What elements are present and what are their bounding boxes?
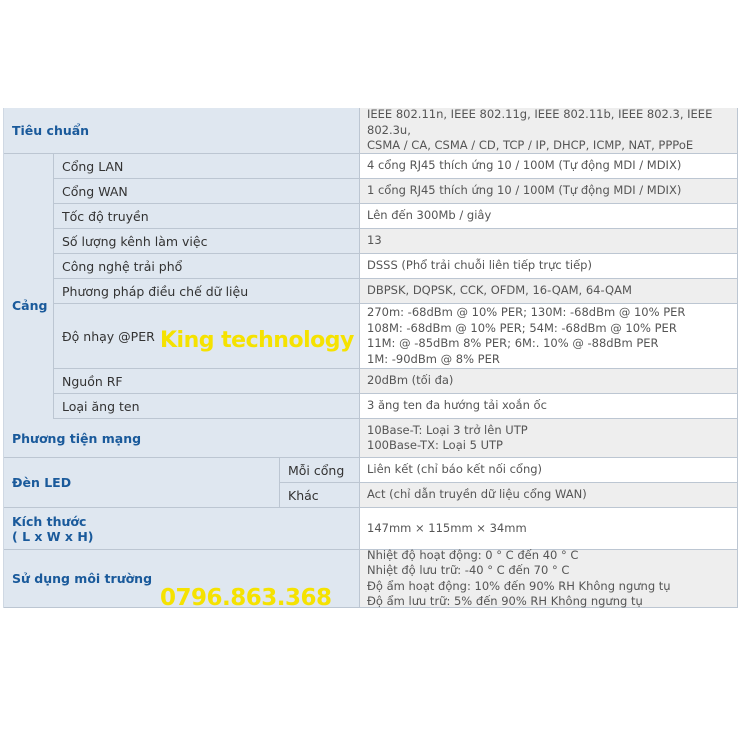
led-per-port-label: Mỗi cổng xyxy=(280,458,360,483)
spread-spectrum-label: Công nghệ trải phổ xyxy=(54,254,360,279)
sensitivity-label: Độ nhạy @PER xyxy=(54,304,360,369)
environment-label: Sử dụng môi trường xyxy=(4,550,360,608)
standard-value-line: CSMA / CA, CSMA / CD, TCP / IP, DHCP, ICMP, NAT, PPPoE xyxy=(367,138,694,153)
led-other-label: Khác xyxy=(280,483,360,508)
sensitivity-value xyxy=(360,304,738,369)
lan-port-value: 4 cổng RJ45 thích ứng 10 / 100M (Tự động MDI / MDIX) xyxy=(360,154,738,179)
sensitivity-line: 270m: -68dBm @ 10% PER; 130M: -68dBm @ 10% PER xyxy=(367,305,686,319)
modulation-label: Phương pháp điều chế dữ liệu xyxy=(54,279,360,304)
modulation-value: DBPSK, DQPSK, CCK, OFDM, 16-QAM, 64-QAM xyxy=(360,279,738,304)
antenna-label: Loại ăng ten xyxy=(54,394,360,419)
network-media-value xyxy=(360,419,738,458)
rf-power-label: Nguồn RF xyxy=(54,369,360,394)
channels-value: 13 xyxy=(360,229,738,254)
environment-value xyxy=(360,547,738,608)
spread-spectrum-value: DSSS (Phổ trải chuỗi liên tiếp trực tiếp) xyxy=(360,254,738,279)
lan-port-label: Cổng LAN xyxy=(54,154,360,179)
environment-line: Nhiệt độ lưu trữ: -40 ° C đến 70 ° C xyxy=(367,563,570,577)
wan-port-value: 1 cổng RJ45 thích ứng 10 / 100M (Tự động MDI / MDIX) xyxy=(360,179,738,204)
dimensions-value: 147mm × 115mm × 34mm xyxy=(360,508,738,550)
standard-label: Tiêu chuẩn xyxy=(4,108,360,154)
dimensions-label-line: Kích thước xyxy=(12,513,87,529)
channels-label: Số lượng kênh làm việc xyxy=(54,229,360,254)
environment-line: Độ ẩm hoạt động: 10% đến 90% RH Không ngưng tụ xyxy=(367,578,671,593)
phone-watermark: 0796.863.368 xyxy=(160,585,332,611)
network-media-label: Phương tiện mạng xyxy=(4,419,360,458)
brand-watermark: King technology xyxy=(160,328,354,353)
rf-power-value: 20dBm (tối đa) xyxy=(360,369,738,394)
wan-port-label: Cổng WAN xyxy=(54,179,360,204)
sensitivity-line: 1M: -90dBm @ 8% PER xyxy=(367,351,500,366)
network-media-line: 100Base-TX: Loại 5 UTP xyxy=(367,438,503,452)
led-per-port-value: Liên kết (chỉ báo kết nối cổng) xyxy=(360,458,738,483)
environment-line: Độ ẩm lưu trữ: 5% đến 90% RH Không ngưng tụ xyxy=(367,594,643,608)
sensitivity-line: 108M: -68dBm @ 10% PER; 54M: -68dBm @ 10% PER xyxy=(367,320,677,335)
speed-label: Tốc độ truyền xyxy=(54,204,360,229)
dimensions-label xyxy=(4,508,360,550)
led-other-value: Act (chỉ dẫn truyền dữ liệu cổng WAN) xyxy=(360,483,738,508)
network-media-line: 10Base-T: Loại 3 trở lên UTP xyxy=(367,422,528,437)
dimensions-label-line: ( L x W x H) xyxy=(12,528,94,544)
sensitivity-line: 11M: @ -85dBm 8% PER; 6M:. 10% @ -88dBm PER xyxy=(367,336,659,350)
led-label: Đèn LED xyxy=(4,458,280,508)
standard-value-line: IEEE 802.11n, IEEE 802.11g, IEEE 802.11b, IEEE 802.3, IEEE 802.3u, xyxy=(367,107,713,137)
ports-group-label: Cảng xyxy=(4,154,54,458)
antenna-value: 3 ăng ten đa hướng tải xoắn ốc xyxy=(360,394,738,419)
environment-line: Nhiệt độ hoạt động: 0 ° C đến 40 ° C xyxy=(367,547,579,562)
speed-value: Lên đến 300Mb / giây xyxy=(360,204,738,229)
spec-table xyxy=(3,108,738,608)
standard-value xyxy=(360,108,738,154)
